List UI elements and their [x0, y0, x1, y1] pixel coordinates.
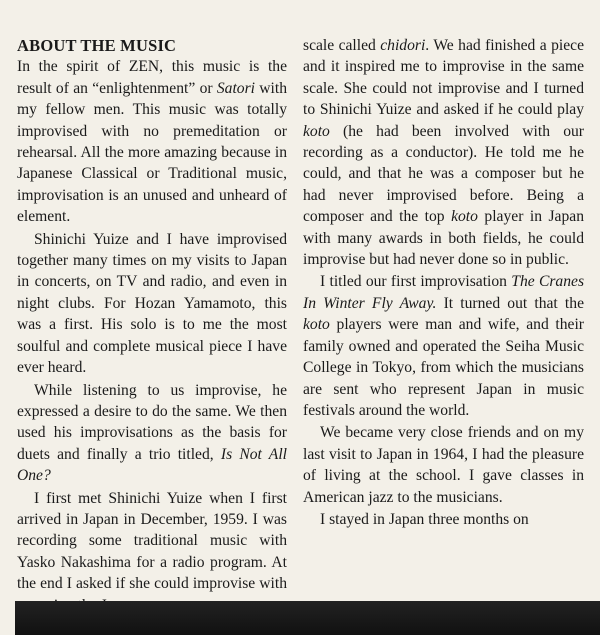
section-heading: ABOUT THE MUSIC: [17, 36, 177, 55]
text-run: scale called: [303, 37, 381, 54]
paragraph-p8: [303, 509, 584, 530]
right-column: [303, 35, 584, 530]
italic-text: The Cranes In Winter Fly Away.: [303, 273, 585, 312]
italic-text: Is Not All One?: [17, 445, 287, 485]
text-run: I first met Shinichi Yuize when I first arrived in Japan in December, 1959. I was recording some traditional music with Yasko Nakashima for a radio program. At the end I asked if she could improvise with: [17, 489, 287, 593]
paragraph-p2: [17, 229, 287, 379]
italic-text: Satori: [216, 79, 255, 97]
text-run: We became very close friends and on my last visit to Japan in 1964, I had the pleasure of living at the school. I gave classes in American jazz to the musicians.: [303, 424, 584, 506]
paragraph-p7: [303, 422, 584, 508]
text-run: While listening to us improvise, he expressed a desire to do the same. We then used his improvisations as the basis for duets and finally a trio titled,: [17, 381, 287, 463]
footer-bar: [15, 601, 600, 635]
text-run: . We had finished a piece and it inspired me to improvise in the same scale. She could not improvise and I turned to Shinichi Yuize and asked if he could play: [303, 37, 584, 119]
text-run: In the spirit of ZEN, this music is the result of an “enlightenment” or: [17, 58, 287, 97]
italic-text: koto: [303, 122, 330, 140]
left-column: [17, 35, 287, 616]
text-run: It turned out that the: [436, 294, 584, 312]
italic-text: koto: [451, 208, 478, 226]
text-run: Shinichi Yuize and I have improvised together many times on my visits to Japan in concerts, on TV and radio, and even in night clubs. For Hozan Yamamoto, this was a first. His solo is to me the most soulful and complete musical piece I have ever heard.: [17, 230, 287, 377]
paragraph-p6: [303, 271, 584, 421]
italic-text: chidori: [380, 37, 426, 54]
italic-text: koto: [303, 316, 330, 334]
left-column-body: [17, 56, 287, 616]
paragraph-p3: [17, 380, 287, 487]
paragraph-p5: [303, 35, 584, 270]
text-run: player in Japan with many awards in both fields, he could improvise but had never done so in public.: [303, 208, 584, 269]
text-run: I stayed in Japan three months on: [320, 510, 529, 528]
paragraph-p4: [17, 488, 287, 616]
text-run: I titled our first improvisation: [320, 273, 512, 291]
text-run: with my fellow men. This music was totally improvised with no premeditation or rehearsal. All the more amazing because in Japanese Classical or Traditional music, improvisation is an unused and unheard of element.: [17, 79, 287, 226]
text-run: (he had been involved with our recording as a conductor). He told me he could, and that he was a composer but he had never improvised before. Being a composer and the top: [303, 122, 584, 226]
right-column-body: [303, 35, 584, 530]
paragraph-p1: [17, 56, 287, 227]
text-run: players were man and wife, and their family owned and operated the Seiha Music College in Tokyo, from which the musicians are sent who represent Japan in music festivals around the world.: [303, 316, 584, 419]
